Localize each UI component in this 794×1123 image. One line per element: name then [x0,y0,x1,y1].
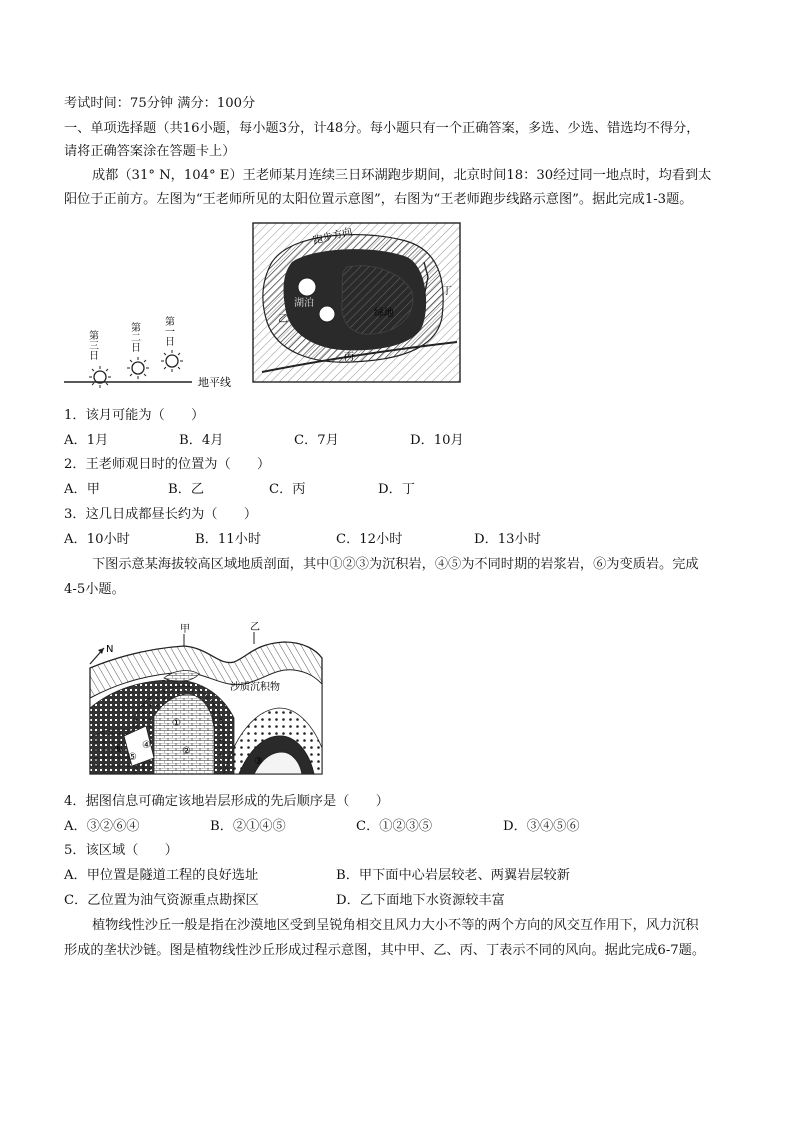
route-label-yi: 乙 [278,314,288,325]
q5-stem: 5．该区域（ ） [64,843,178,858]
sun-day1-icon [161,350,183,372]
route-label-ding: 丁 [442,286,452,297]
geo-label-yi: 乙 [250,622,260,633]
passage2-line1: 下图示意某海拔较高区域地质剖面，其中①②③为沉积岩，④⑤为不同时期的岩浆岩，⑥为变质岩。完成 [92,557,699,572]
route-label-jia: 甲 [300,284,310,295]
lake-label: 湖泊 [294,298,314,309]
q1-option-a[interactable]: A．1月 [64,433,109,448]
geo-mark-6: ⑥ [114,744,123,755]
q1-option-c[interactable]: C．7月 [294,433,339,448]
q3-option-a[interactable]: A．10小时 [64,532,130,547]
passage3-line2: 形成的垄状沙链。图是植物线性沙丘形成过程示意图，其中甲、乙、丙、丁表示不同的风向。据此完成6-7题。 [64,943,706,958]
running-direction-label: 跑步方向 [312,226,354,247]
q1-stem: 1．该月可能为（ ） [64,408,205,423]
passage3-line1: 植物线性沙丘一般是指在沙漠地区受到呈锐角相交且风力大小不等的两个方向的风交互作用下，风力沉积 [92,918,699,933]
greenland-label: 绿地 [374,308,394,319]
passage2-line2: 4-5小题。 [64,582,125,597]
sand-deposit-label: 沙质沉积物 [230,682,280,693]
route-label-bing: 丙 [344,352,354,363]
q1-option-d[interactable]: D．10月 [410,433,464,448]
q3-stem: 3．这几日成都昼长约为（ ） [64,507,258,522]
sun-day2-icon [127,357,149,379]
sun-label-day1: 第一日 [162,316,174,346]
q5-option-d[interactable]: D．乙下面地下水资源较丰富 [336,893,505,908]
q4-option-d[interactable]: D．③④⑤⑥ [503,819,580,834]
q3-option-d[interactable]: D．13小时 [474,532,541,547]
sun-label-day2: 第二日 [128,322,140,352]
sun-position-figure [60,300,260,392]
q5-option-a[interactable]: A．甲位置是隧道工程的良好选址 [64,868,259,883]
q3-option-b[interactable]: B．11小时 [195,532,262,547]
geo-mark-4: ④ [142,740,151,751]
q2-stem: 2．王老师观日时的位置为（ ） [64,457,271,472]
sun-day3-icon [89,366,111,388]
section-title-line2: 请将正确答案涂在答题卡上） [64,144,236,159]
north-label: N [106,644,114,655]
q2-option-d[interactable]: D．丁 [378,482,415,497]
geo-mark-3: ③ [254,756,263,767]
q4-option-b[interactable]: B．②①④⑤ [210,819,286,834]
q4-stem: 4．据图信息可确定该地岩层形成的先后顺序是（ ） [64,794,389,809]
q2-option-c[interactable]: C．丙 [269,482,306,497]
geologic-section-figure [84,618,326,778]
passage1-line1: 成都（31° N，104° E）王老师某月连续三日环湖跑步期间，北京时间18：30经过同一地点时，均看到太 [92,168,712,183]
horizon-label: 地平线 [198,376,231,389]
geo-mark-2: ② [182,746,191,757]
q4-option-a[interactable]: A．③②⑥④ [64,819,140,834]
q5-option-c[interactable]: C．乙位置为油气资源重点勘探区 [64,893,259,908]
geo-mark-5: ⑤ [128,752,137,763]
exam-time-line: 考试时间：75分钟 满分：100分 [64,96,256,111]
q4-option-c[interactable]: C．①②③⑤ [356,819,433,834]
q3-option-c[interactable]: C．12小时 [336,532,403,547]
q5-option-b[interactable]: B．甲下面中心岩层较老、两翼岩层较新 [336,868,570,883]
q2-option-a[interactable]: A．甲 [64,482,100,497]
q1-option-b[interactable]: B．4月 [179,433,224,448]
running-route-figure [252,222,462,384]
rock-layer-1 [154,694,214,774]
passage1-line2: 阳位于正前方。左图为“王老师所见的太阳位置示意图”，右图为“王老师跑步线路示意图”。据此完成1-3题。 [64,192,693,207]
q2-option-b[interactable]: B．乙 [168,482,205,497]
sun-label-day3: 第三日 [86,330,98,360]
geo-label-jia: 甲 [180,624,190,635]
section-title-line1: 一、单项选择题（共16小题，每小题3分，计48分。每小题只有一个正确答案，多选、少选、错选均不得分， [64,121,700,136]
geo-mark-1: ① [172,718,181,729]
